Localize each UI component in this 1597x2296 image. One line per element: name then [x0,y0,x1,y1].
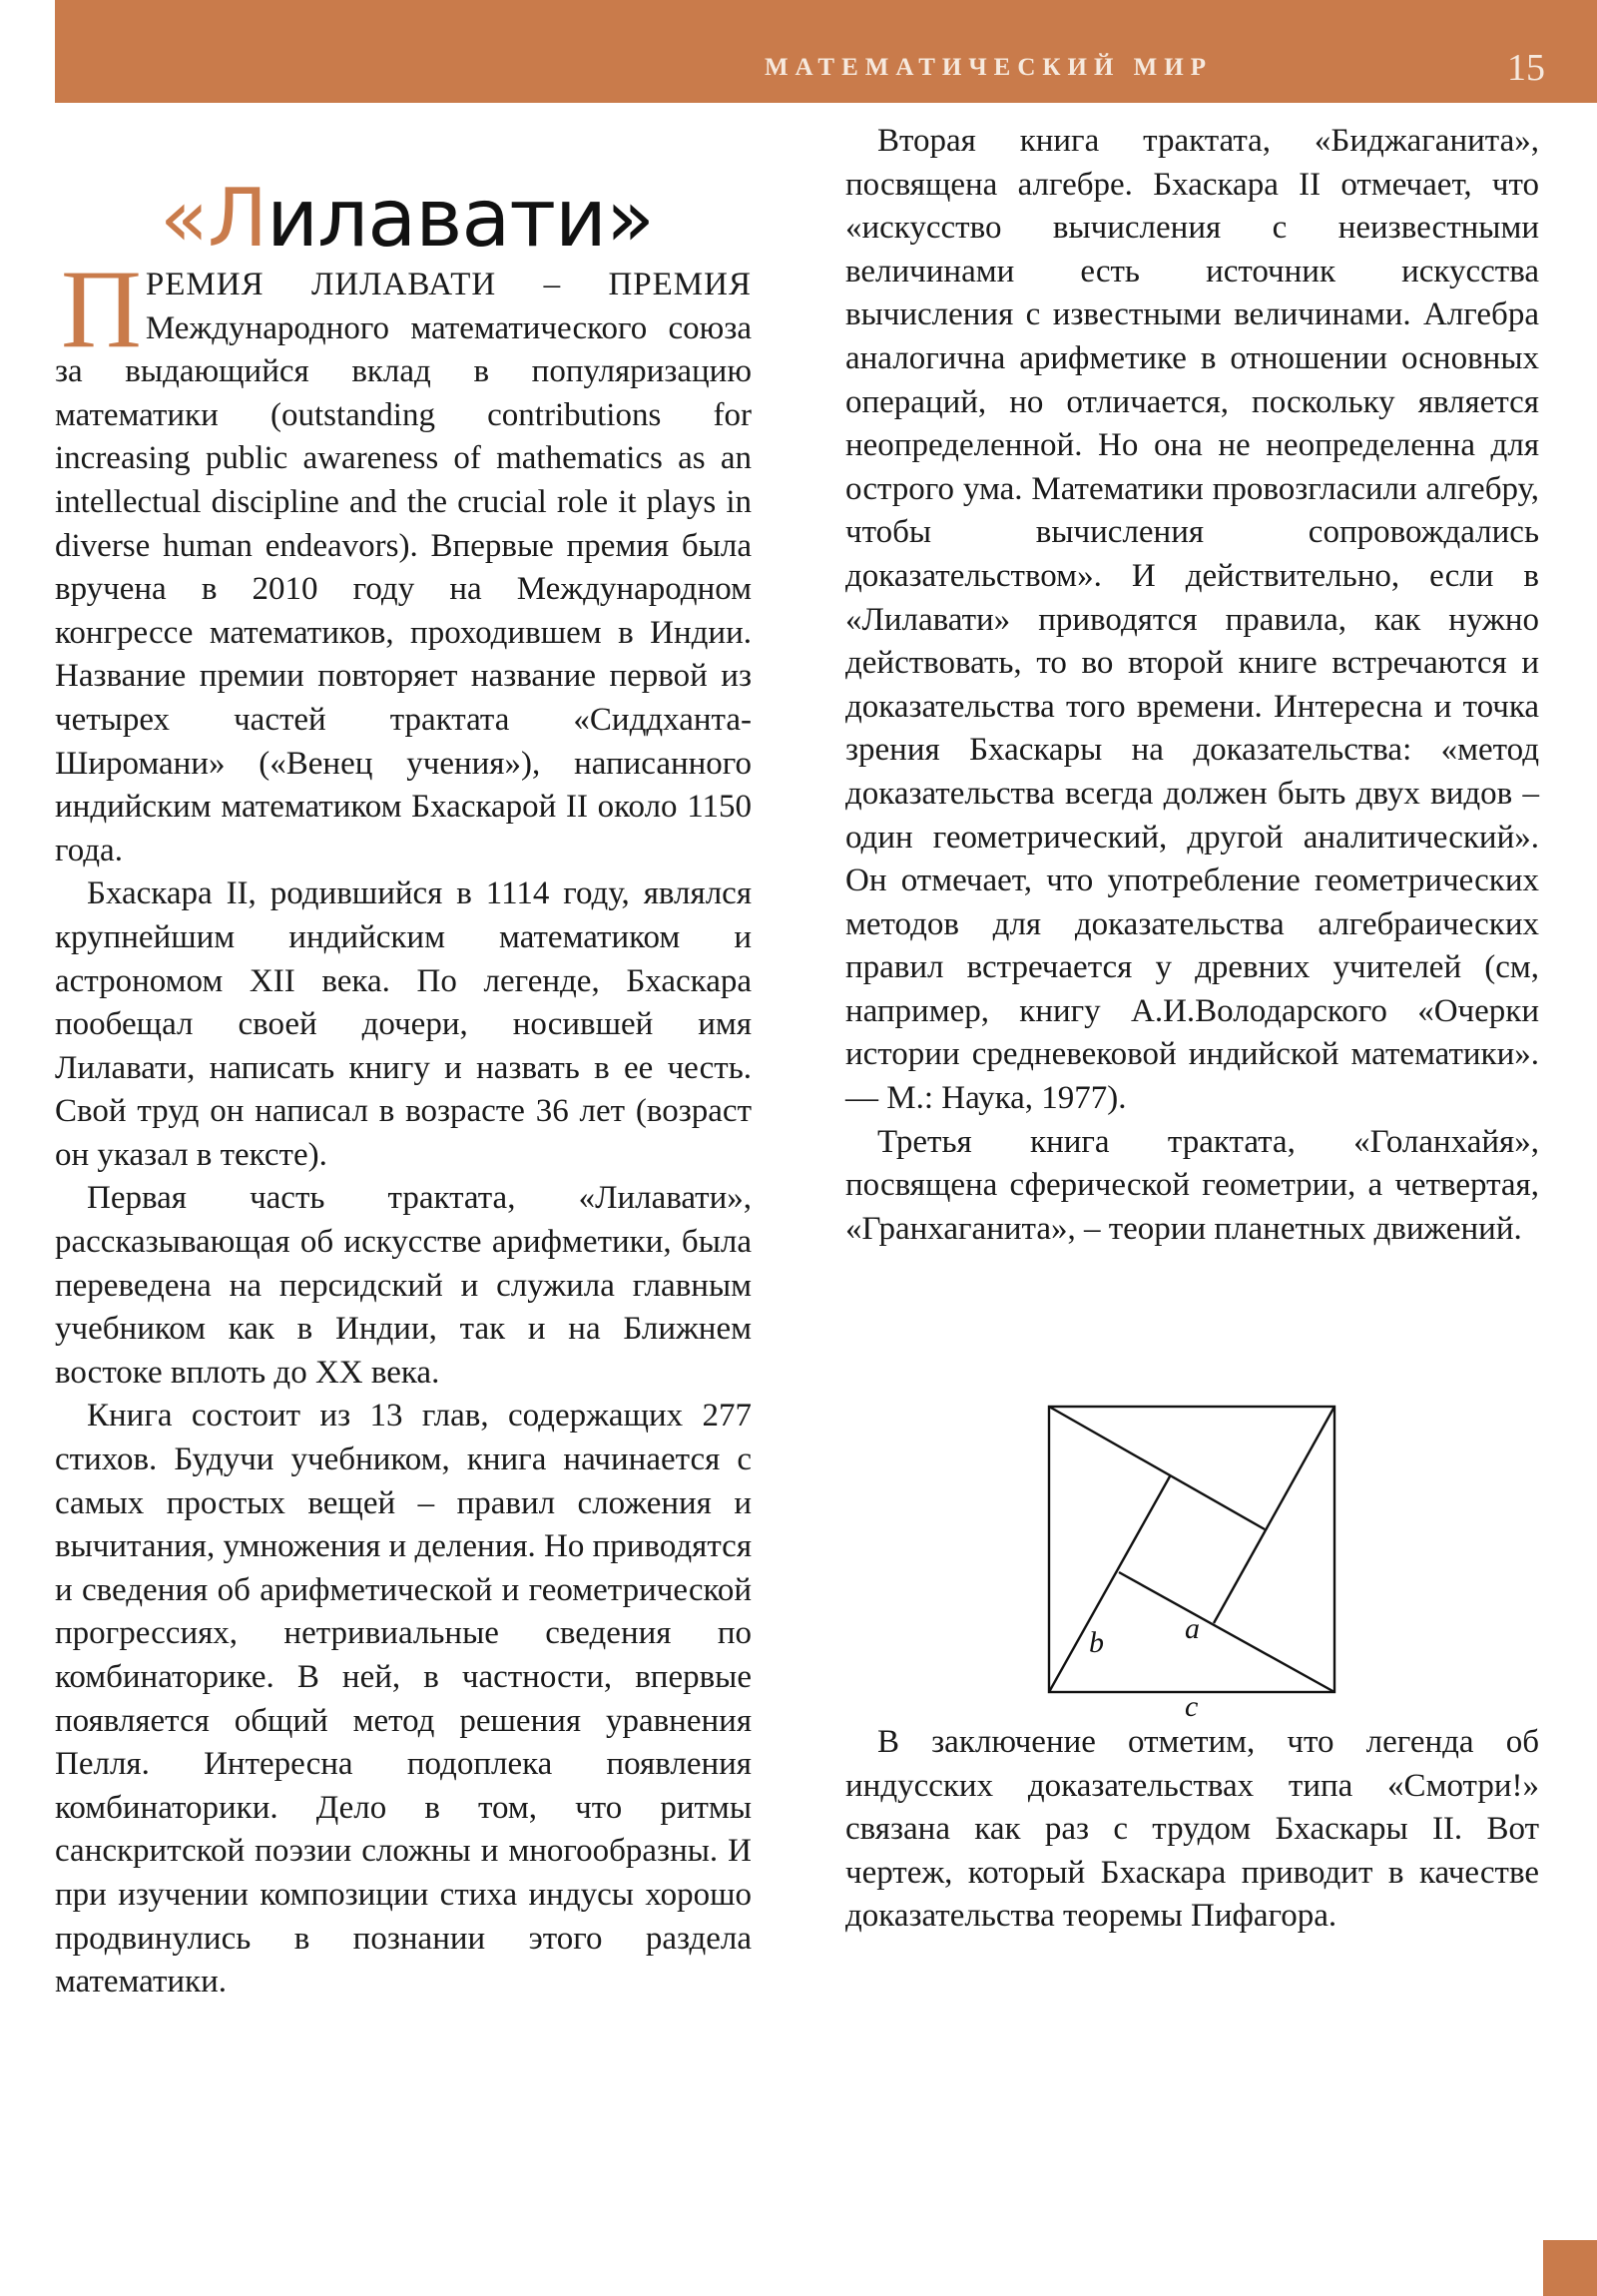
paragraph-2: Бхаскара II, родившийся в 1114 году, являлся крупнейшим индийским математиком и астрономом XII века. По легенде, Бхаскара пообещал своей дочери, носившей имя Лилавати, написать книгу и назвать в ее честь. Свой труд он написал в возрасте 36 лет (возраст он указал в тексте). [55,875,752,1173]
paragraph-6: Третья книга трактата, «Голанхайя», посвящена сферической геометрии, а четвертая, «Гранхаганита», – теории планетных движений. [845,1123,1539,1247]
paragraph-1 [55,248,752,872]
magazine-section-title: МАТЕМАТИЧЕСКИЙ МИР [764,54,1213,81]
article-title [160,172,654,265]
closing-text [845,1721,1539,1939]
pythagorean-proof-diagram [1043,1401,1342,1720]
title-accent-letter: Л [207,171,267,265]
right-column [845,120,1539,1251]
paragraph-7: В заключение отметим, что легенда об индусских доказательствах типа «Смотри!» связана как раз с трудом Бхаскары II. Вот чертеж, который Бхаскара приводит в качестве доказательства теоремы Пифагора. [845,1724,1539,1935]
left-column [55,248,752,2005]
label-b: b [1089,1626,1104,1659]
title-open-quote: « [160,171,208,265]
paragraph-3: Первая часть трактата, «Лилавати», рассказывающая об искусстве арифметики, была переведена на персидский и служила главным учебником как в Индии, так и на Ближнем востоке вплоть до XX века. [55,1180,752,1391]
paragraph-1-text: Международного математического союза за выдающийся вклад в популяризацию математики (outstanding contributions for increasing public awareness of mathematics as an intellectual discipline and the crucial role it plays in diverse human endeavors). Впервые премия была вручена в 2010 году на Международном конгрессе математиков, проходившем в Индии. Название премии повторяет название первой из четырех частей трактата «Сиддханта-Широмани» («Венец учения»), написанного индийским математиком Бхаскарой II около 1150 года. [55,309,752,868]
running-header [55,0,1597,103]
drop-cap: П [61,248,142,371]
paragraph-5: Вторая книга трактата, «Биджаганита», посвящена алгебре. Бхаскара II отмечает, что «искусство вычисления с неизвестными величинами есть источник искусства вычисления с известными величинами. Алгебра аналогична арифметике в отношении основных операций, но отличается, поскольку является неопределенной. Но она не неопределенна для острого ума. Математики провозгласили алгебру, чтобы вычисления сопровождались доказательством». И действительно, если в «Лилавати» приводятся правила, как нужно действовать, то во второй книге встречаются и доказательства того времени. Интересна и точка зрения Бхаскары на доказательства: «метод доказательства всегда должен быть двух видов – один геометрический, другой аналитический». Он отмечает, что употребление геометрических методов для доказательства алгебраических правил встречается у древних учителей (см, например, книгу А.И.Володарского «Очерки истории средневековой индийской математики». — М.: Наука, 1977). [845,123,1539,1117]
label-c: c [1185,1690,1199,1720]
corner-decoration [1543,2240,1597,2296]
diagram-svg [1043,1401,1342,1720]
label-a: a [1185,1612,1200,1645]
title-rest: илавати» [266,171,654,265]
lead-caps: РЕМИЯ ЛИЛАВАТИ – ПРЕМИЯ [145,267,752,302]
page-number: 15 [1507,47,1545,89]
paragraph-4: Книга состоит из 13 глав, содержащих 277 стихов. Будучи учебником, книга начинается с самых простых вещей – правил сложения и вычитания, умножения и деления. Но приводятся и сведения об арифметической и геометрической прогрессиях, нетривиальные сведения по комбинаторике. В ней, в частности, впервые появляется общий метод решения уравнения Пелля. Интересна подоплека появления комбинаторики. Дело в том, что ритмы санскритской поэзии сложны и многообразны. И при изучении композиции стиха индусы хорошо продвинулись в познании этого раздела математики. [55,1398,752,2001]
